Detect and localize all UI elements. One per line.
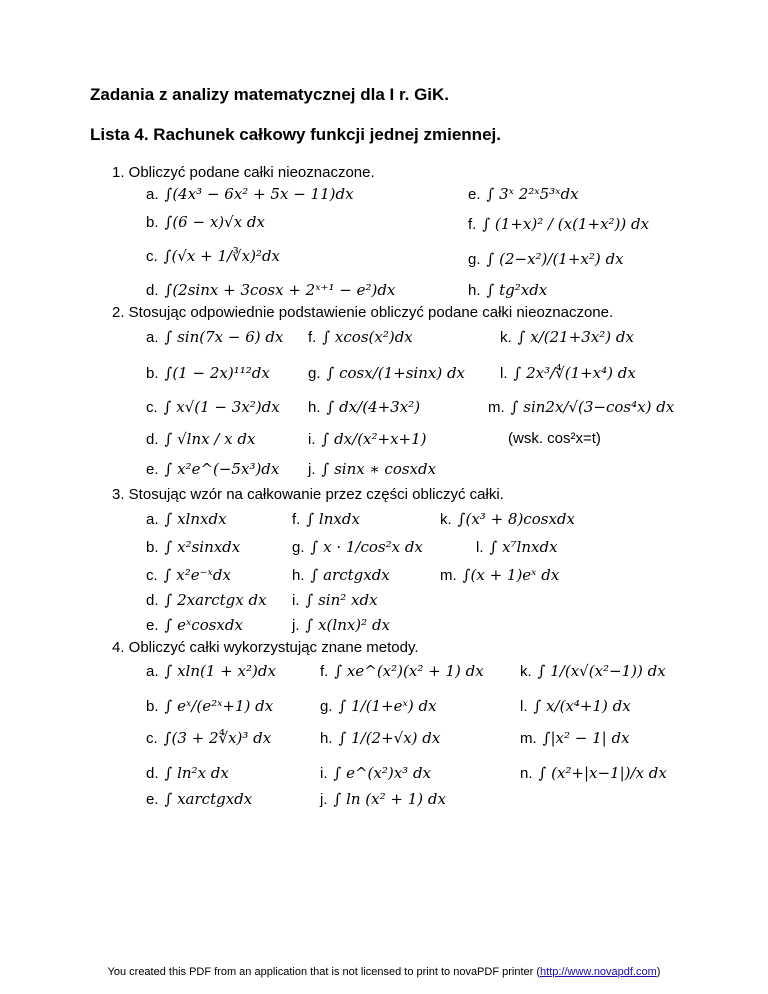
task-4h: h. ∫ 1/(2+√x) dx: [320, 729, 441, 747]
task-1g: g. ∫ (2−x²)/(1+x²) dx: [468, 250, 624, 268]
section-1-heading: 1. Obliczyć podane całki nieoznaczone.: [112, 164, 375, 181]
task-4f: f. ∫ xe^(x²)(x² + 1) dx: [320, 662, 484, 680]
task-3i: i. ∫ sin² xdx: [292, 591, 378, 609]
task-4a: a. ∫ xln(1 + x²)dx: [146, 662, 276, 680]
task-1f: f. ∫ (1+x)² / (x(1+x²)) dx: [468, 215, 650, 233]
task-2-hint: (wsk. cos²x=t): [508, 430, 601, 447]
footer-link[interactable]: http://www.novapdf.com: [540, 966, 657, 978]
section-2-heading: 2. Stosując odpowiednie podstawienie obliczyć podane całki nieoznaczone.: [112, 304, 614, 321]
task-2h: h. ∫ dx/(4+3x²): [308, 398, 421, 416]
page-subtitle: Lista 4. Rachunek całkowy funkcji jednej zmiennej.: [90, 125, 501, 144]
page-title: Zadania z analizy matematycznej dla I r. GiK.: [90, 85, 450, 104]
task-2k: k. ∫ x/(21+3x²) dx: [500, 328, 634, 346]
task-3h: h. ∫ arctgxdx: [292, 566, 390, 584]
task-2c: c. ∫ x√(1 − 3x²)dx: [146, 398, 280, 416]
task-3b: b. ∫ x²sinxdx: [146, 538, 241, 556]
task-3e: e. ∫ eˣcosxdx: [146, 616, 243, 634]
task-2b: b. ∫(1 − 2x)¹¹²dx: [146, 364, 270, 382]
section-3-heading: 3. Stosując wzór na całkowanie przez części obliczyć całki.: [112, 486, 504, 503]
task-3g: g. ∫ x · 1/cos²x dx: [292, 538, 423, 556]
task-4k: k. ∫ 1/(x√(x²−1)) dx: [520, 662, 666, 680]
task-3m: m. ∫(x + 1)eˣ dx: [440, 566, 560, 584]
task-4n: n. ∫ (x²+|x−1|)/x dx: [520, 764, 667, 782]
task-1c: c. ∫(√x + 1/∛x)²dx: [146, 247, 281, 265]
task-4c: c. ∫(3 + 2∜x)³ dx: [146, 729, 272, 747]
task-4m: m. ∫|x² − 1| dx: [520, 729, 630, 747]
task-2j: j. ∫ sinx ∗ cosxdx: [308, 460, 437, 478]
task-2e: e. ∫ x²e^(−5x³)dx: [146, 460, 280, 478]
task-4b: b. ∫ eˣ/(e²ˣ+1) dx: [146, 697, 274, 715]
task-2g: g. ∫ cosx/(1+sinx) dx: [308, 364, 466, 382]
task-2a: a. ∫ sin(7x − 6) dx: [146, 328, 284, 346]
task-2d: d. ∫ √lnx / x dx: [146, 430, 256, 448]
task-3d: d. ∫ 2xarctgx dx: [146, 591, 267, 609]
task-4g: g. ∫ 1/(1+eˣ) dx: [320, 697, 437, 715]
task-3j: j. ∫ x(lnx)² dx: [292, 616, 391, 634]
footer-text: You created this PDF from an application that is not licensed to print to novaPDF printer (: [107, 966, 541, 978]
task-4d: d. ∫ ln²x dx: [146, 764, 229, 782]
task-2l: l. ∫ 2x³/∜(1+x⁴) dx: [500, 364, 636, 382]
task-1a: a. ∫(4x³ − 6x² + 5x − 11)dx: [146, 185, 354, 203]
task-3a: a. ∫ xlnxdx: [146, 510, 227, 528]
task-2i: i. ∫ dx/(x²+x+1): [308, 430, 427, 448]
task-4j: j. ∫ ln (x² + 1) dx: [320, 790, 446, 808]
task-2m: m. ∫ sin2x/√(3−cos⁴x) dx: [488, 398, 675, 416]
task-3k: k. ∫(x³ + 8)cosxdx: [440, 510, 575, 528]
task-1b: b. ∫(6 − x)√x dx: [146, 213, 265, 231]
footer-notice: [0, 966, 768, 978]
task-4l: l. ∫ x/(x⁴+1) dx: [520, 697, 631, 715]
task-4i: i. ∫ e^(x²)x³ dx: [320, 764, 432, 782]
section-4-heading: 4. Obliczyć całki wykorzystując znane metody.: [112, 639, 419, 656]
task-3c: c. ∫ x²e⁻ˣdx: [146, 566, 231, 584]
task-1h: h. ∫ tg²xdx: [468, 281, 548, 299]
task-1e: e. ∫ 3ˣ 2²ˣ5³ˣdx: [468, 185, 579, 203]
task-1d: d. ∫(2sinx + 3cosx + 2ˣ⁺¹ − e²)dx: [146, 281, 396, 299]
task-2f: f. ∫ xcos(x²)dx: [308, 328, 413, 346]
task-3f: f. ∫ lnxdx: [292, 510, 360, 528]
footer-close: ): [656, 966, 661, 978]
task-3l: l. ∫ x⁷lnxdx: [476, 538, 558, 556]
task-4e: e. ∫ xarctgxdx: [146, 790, 253, 808]
